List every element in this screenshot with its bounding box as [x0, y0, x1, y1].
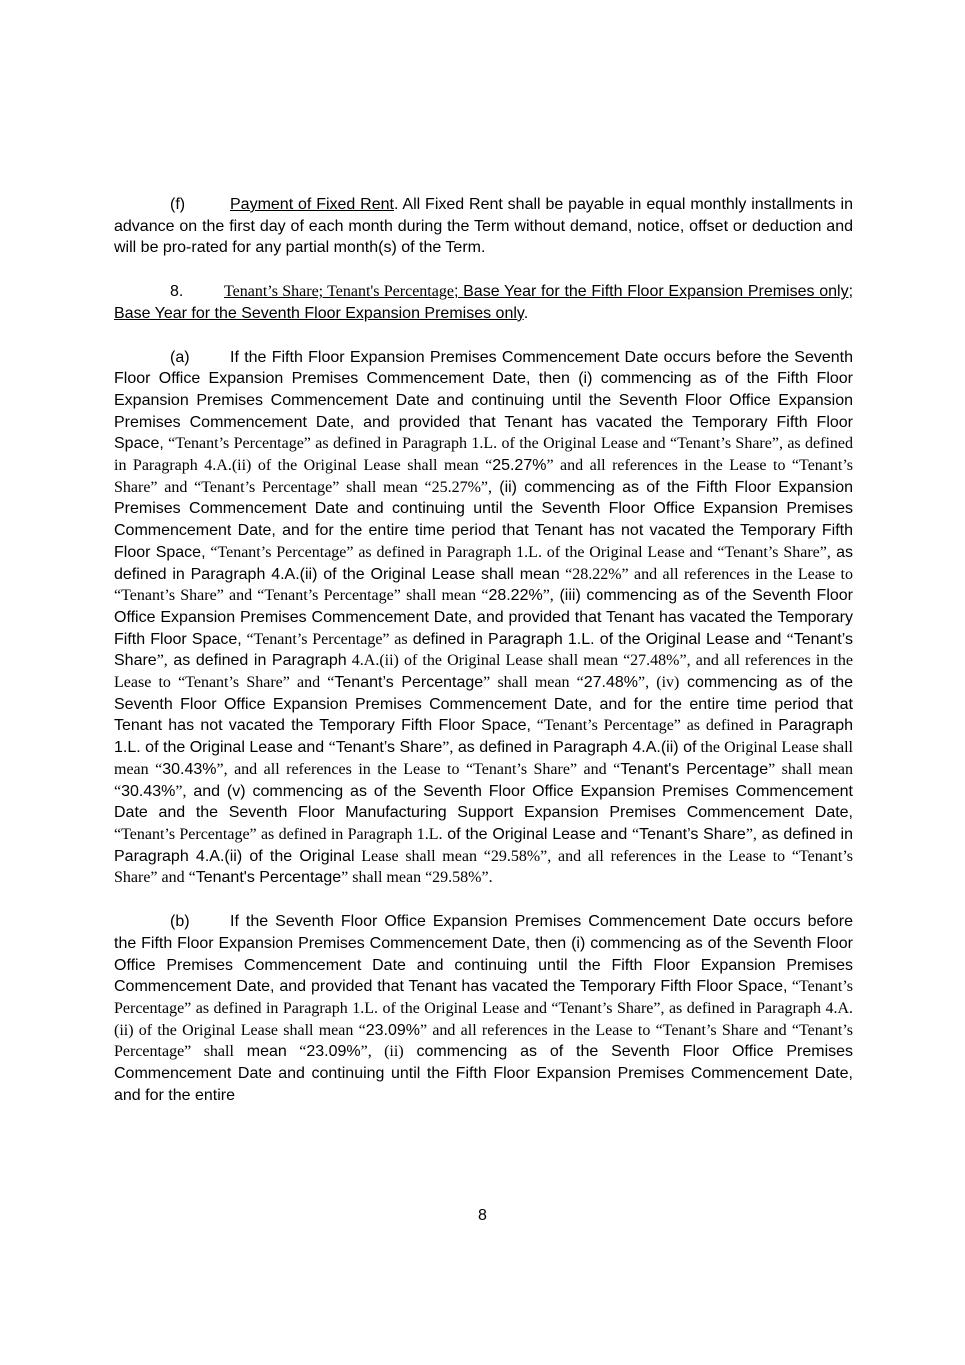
section-b-text-3: mean: [233, 1043, 287, 1061]
section-a-text-13: Paragraph 1.L. of the Original Lease and: [114, 717, 854, 757]
section-b-text-2: 23.09%: [365, 1021, 420, 1039]
section-a-text-5: 28.22%: [488, 587, 543, 605]
section-a-text-10: Tenant’s Percentage: [334, 674, 484, 692]
section-a-text-18: 30.43%: [121, 782, 176, 800]
section-a-serif-12: “Tenant’s Percentage” as defined in: [530, 717, 773, 735]
section-a-text-3: (ii) commencing as of the Fifth Floor Expansion Premises Commencement Date and continuing until the Seventh Floor Office Expansion Premises Commencement Date, and for the entire time period that Tenant has not vacated the Temporary Fifth Floor Space,: [114, 478, 854, 561]
section-a-text-22: as defined in Paragraph 4.A.(ii) of the Original: [114, 825, 853, 865]
page-number: 8: [478, 1207, 487, 1224]
section-a-serif-10: ” shall mean “: [483, 674, 584, 692]
section-a-text-1: If the Fifth Floor Expansion Premises Commencement Date occurs before the Seventh Floor Office Expansion Premises Commencement Date, then (i) commencing as of the Fifth Floor Expansion Premises Commencement Date and continuing until the Seventh Floor Office Expansion Premises Commencement Date, and provided that Tenant has vacated the Temporary Fifth Floor Space,: [114, 348, 853, 453]
section-a-serif-8: ”,: [156, 652, 168, 670]
section-a-serif-1: “Tenant’s Percentage” as defined in Paragraph 1.L. of the Original Lease and “Tenant’s Share”, as defined in Paragraph 4.A.(ii) of the Original Lease shall mean “: [114, 435, 853, 475]
section-f-label: (f): [170, 196, 186, 213]
section-b-serif-1: “Tenant’s Percentage” as defined in Paragraph 1.L. of the Original Lease and “Tenant’s Share”, as defined in Paragraph 4.A.(ii) of the Original Lease shall mean “: [114, 978, 854, 1039]
section-f-heading: Payment of Fixed Rent: [230, 196, 394, 213]
section-8-heading-serif: Tenant’s Share; Tenant's Percentage: [224, 283, 454, 301]
section-a-serif-20: “: [631, 825, 640, 843]
section-a-label: (a): [170, 348, 190, 366]
section-a-text-7: defined in Paragraph 1.L. of the Original Lease and: [407, 630, 787, 648]
section-a-paragraph: [114, 347, 853, 890]
section-a-serif-19: “Tenant’s Percentage” as defined in Paragraph 1.L.: [114, 825, 443, 843]
section-f-body: . All Fixed Rent shall be payable in equal monthly installments in advance on the first day of each month during the Term without demand, notice, offset or deduction and will be pro-rated for any partial month(s) of the Term.: [114, 196, 853, 257]
section-a-serif-13: “: [328, 739, 336, 757]
section-b-label: (b): [170, 913, 190, 931]
section-8-heading-rest: ; Base Year for the Fifth Floor Expansion Premises only; Base Year for the Seventh Floor Expansion Premises only: [114, 283, 854, 322]
section-a-text-8: Tenant’s Share: [114, 630, 854, 670]
section-a-text-14: Tenant’s Share: [335, 739, 443, 757]
section-a-text-9: as defined in Paragraph: [167, 652, 347, 670]
section-a-text-12: commencing as of the Seventh Floor Office Expansion Premises Commencement Date, and for the entire time period that Tenant has not vacated the Temporary Fifth Floor Space,: [114, 674, 854, 735]
section-a-serif-15: the Original Lease shall mean “: [114, 739, 854, 778]
section-a-serif-22: Lease shall mean “29.58%”, and all references in the Lease to “Tenant’s Share” and “: [114, 847, 853, 887]
section-b-text-5: commencing as of the Seventh Floor Office Premises Commencement Date and continuing until the Fifth Floor Expansion Premises Commencement Date, and for the entire: [114, 1043, 854, 1104]
section-a-text-23: Tenant's Percentage: [195, 869, 342, 887]
section-8-number: 8.: [170, 283, 184, 301]
section-b-text-4: 23.09%: [306, 1043, 361, 1061]
section-a-text-17: Tenant's Percentage: [620, 760, 769, 778]
section-b-serif-3: “: [286, 1043, 307, 1061]
section-b-text-1: If the Seventh Floor Office Expansion Premises Commencement Date occurs before the Fifth Floor Expansion Premises Commencement Date, then (i) commencing as of the Seventh Floor Office Premises Commencement Date and continuing until the Fifth Floor Expansion Premises Commencement Date, and provided that Tenant has vacated the Temporary Fifth Floor Space,: [114, 913, 853, 996]
section-a-serif-5: ”,: [542, 587, 554, 605]
section-a-serif-14: ”,: [442, 739, 454, 757]
document-page: [114, 194, 853, 1128]
section-a-serif-3: “Tenant’s Percentage” as defined in Paragraph 1.L. of the Original Lease and “Tenant’s Share”,: [205, 543, 831, 561]
section-b-serif-4: ”, (ii): [360, 1043, 404, 1061]
section-a-serif-7: “: [786, 630, 794, 648]
section-a-text-19: and (v) commencing as of the Seventh Floor Office Expansion Premises Commencement Date and the Seventh Floor Manufacturing Support Expansion Premises Commencement Date,: [114, 782, 853, 822]
section-a-text-6: (iii) commencing as of the Seventh Floor Office Expansion Premises Commencement Date, and provided that Tenant has vacated the Temporary Fifth Floor Space,: [114, 587, 853, 648]
section-a-serif-6: “Tenant’s Percentage” as: [241, 630, 408, 648]
section-b-paragraph: [114, 911, 853, 1106]
section-a-serif-11: ”, (iv): [638, 674, 680, 692]
section-8-heading-end: .: [523, 304, 529, 322]
section-a-text-20: of the Original Lease and: [442, 825, 632, 843]
section-a-serif-16: ”, and all references in the Lease to “Tenant’s Share” and “: [216, 760, 621, 778]
section-b-serif-2: ” and all references in the Lease to “Tenant’s Share and “Tenant’s Percentage” shall: [114, 1021, 854, 1061]
section-a-serif-17: ” shall mean “: [114, 760, 854, 800]
section-a-text-16: 30.43%: [162, 760, 217, 778]
section-a-text-15: as defined in Paragraph 4.A.(ii) of: [453, 739, 697, 757]
section-8-heading-paragraph: [114, 281, 853, 324]
section-f-paragraph: [114, 194, 853, 259]
section-a-serif-23: ” shall mean “29.58%”.: [341, 869, 493, 887]
section-a-serif-21: ”,: [745, 825, 757, 843]
section-a-serif-2: ” and all references in the Lease to “Tenant’s Share” and “Tenant’s Percentage” shall mean “25.27%”,: [114, 457, 854, 496]
section-a-serif-4: “28.22%” and all references in the Lease to “Tenant’s Share” and “Tenant’s Percentage” shall mean “: [114, 565, 854, 605]
section-a-text-2: 25.27%: [492, 457, 547, 475]
section-a-text-21: Tenant’s Share: [639, 825, 746, 843]
section-a-serif-9: 4.A.(ii) of the Original Lease shall mean “27.48%”, and all references in the Lease to “Tenant’s Share” and “: [114, 652, 853, 692]
section-a-serif-18: ”,: [175, 782, 187, 800]
section-a-text-11: 27.48%: [583, 674, 639, 692]
section-a-text-4: as defined in Paragraph 4.A.(ii) of the Original Lease shall mean: [114, 543, 854, 583]
